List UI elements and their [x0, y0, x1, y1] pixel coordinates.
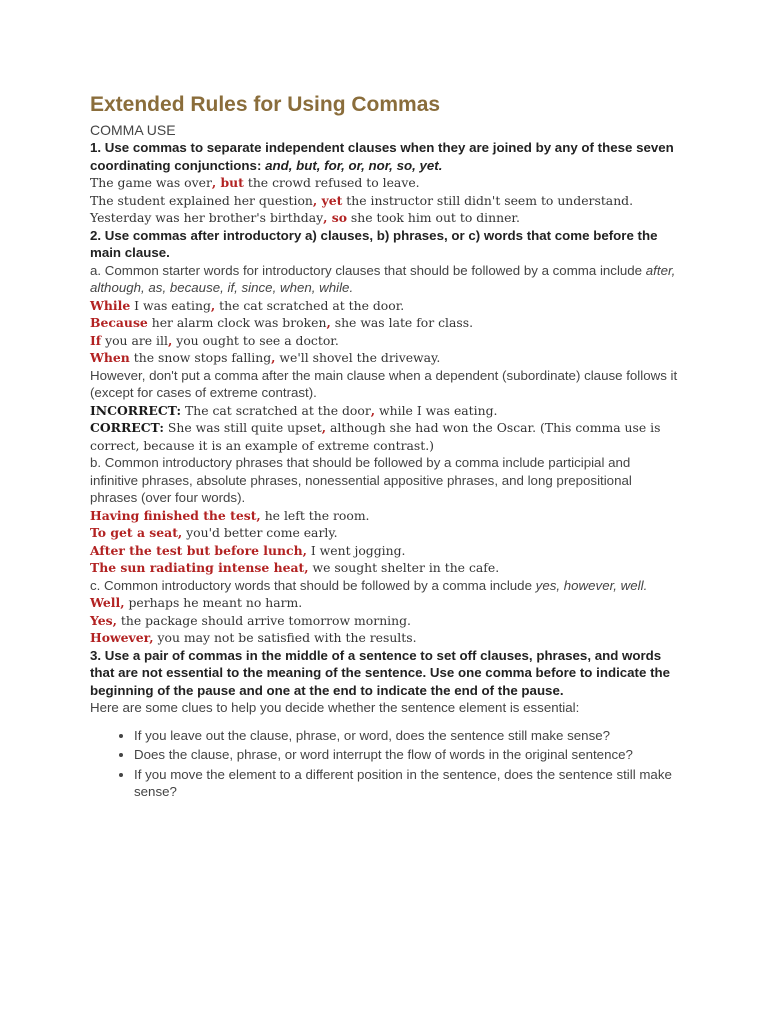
example-line: Well, perhaps he meant no harm.: [90, 595, 303, 610]
example-line: Because her alarm clock was broken, she was late for class.: [90, 315, 474, 330]
example-line: While I was eating, the cat scratched at the door.: [90, 297, 405, 313]
clues-list: [90, 727, 680, 801]
example-line: Having finished the test, he left the room.: [90, 507, 370, 523]
example-line: When the snow stops falling, we'll shovel the driveway.: [90, 350, 441, 365]
example-line: However, you may not be satisfied with the results.: [90, 630, 417, 645]
document-page: [90, 92, 680, 803]
rule-2a: a. Common starter words for introductory clauses that should be followed by a comma include after, although, as, because, if, since, when, while.: [90, 262, 676, 295]
conjunction-list: and, but, for, or, nor, so, yet.: [265, 157, 443, 173]
example-line: The student explained her question, yet the instructor still didn't seem to understand.: [90, 192, 634, 208]
example-line: To get a seat, you'd better come early.: [90, 525, 338, 540]
incorrect-example: INCORRECT: The cat scratched at the door, while I was eating.: [90, 402, 498, 418]
however-note: However, don't put a comma after the main clause when a dependent (subordinate) clause follows it (except for cases of extreme contrast).: [90, 367, 678, 400]
page-title: Extended Rules for Using Commas: [90, 93, 441, 116]
rule-2b: b. Common introductory phrases that should be followed by a comma include participial and infinitive phrases, absolute phrases, nonessential appositive phrases, and long prepositional phrases (over four words).: [90, 455, 632, 505]
correct-example: CORRECT: She was still quite upset, although she had won the Oscar. (This comma use is correct, because it is an example of extreme contrast.): [90, 420, 661, 453]
example-line: The sun radiating intense heat, we sought shelter in the cafe.: [90, 560, 500, 575]
rule-2: 2. Use commas after introductory a) clauses, b) phrases, or c) words that come before the main clause.: [90, 227, 658, 260]
example-line: Yesterday was her brother's birthday, so she took him out to dinner.: [90, 210, 520, 225]
list-item: • Does the clause, phrase, or word interrupt the flow of words in the original sentence?: [134, 746, 680, 764]
rule-1: 1. Use commas to separate independent clauses when they are joined by any of these seven coordinating conjunctions: and, but, for, or, nor, so, yet.: [90, 140, 674, 173]
example-line: After the test but before lunch, I went jogging.: [90, 542, 406, 558]
section-label: COMMA USE: [90, 122, 176, 138]
example-line: The game was over, but the crowd refused to leave.: [90, 175, 420, 190]
example-line: If you are ill, you ought to see a doctor.: [90, 332, 339, 348]
rule-2c: c. Common introductory words that should be followed by a comma include yes, however, well.: [90, 577, 648, 593]
rule-3: 3. Use a pair of commas in the middle of a sentence to set off clauses, phrases, and words that are not essential to the meaning of the sentence. Use one comma before to indicate the beginning of the pause and one at the end to indicate the end of the pause.: [90, 647, 671, 698]
list-item: • If you move the element to a different position in the sentence, does the sentence still make sense?: [134, 766, 680, 801]
clues-intro: Here are some clues to help you decide whether the sentence element is essential:: [90, 700, 580, 715]
example-line: Yes, the package should arrive tomorrow morning.: [90, 612, 411, 628]
list-item: • If you leave out the clause, phrase, or word, does the sentence still make sense?: [134, 727, 680, 745]
